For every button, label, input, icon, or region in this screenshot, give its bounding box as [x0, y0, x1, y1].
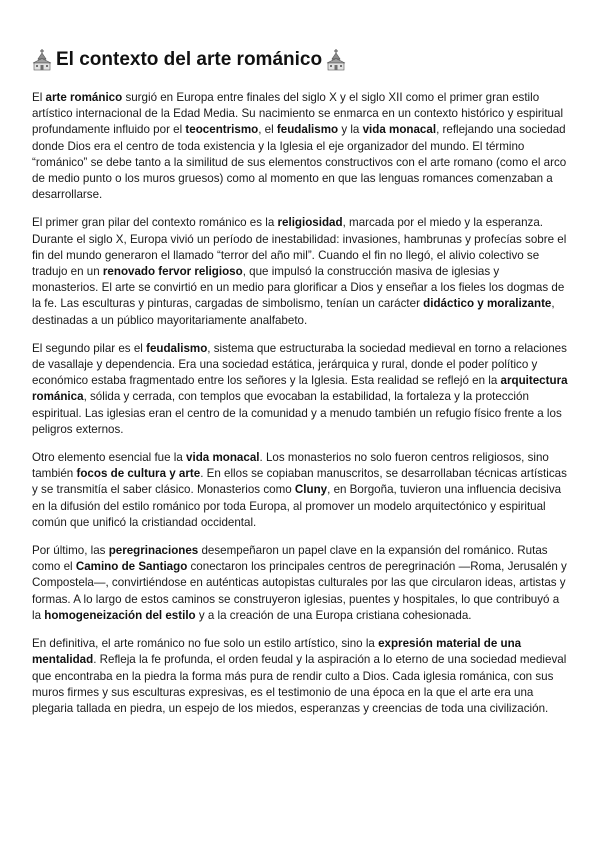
- text-run: conectaron los principales centros de peregrinación —Roma, Jerusalén y Compostela—, convirtiéndose en auténticas autopistas culturales por las que circularon ideas, artistas y formas. A lo largo de estos caminos se construyeron iglesias, puentes y hospitales, lo que contribuyó a la: [32, 560, 567, 622]
- bold-term: didáctico y moralizante: [423, 297, 552, 311]
- paragraph-peregrinaciones: [32, 543, 568, 624]
- text-run: El segundo pilar es el: [32, 341, 147, 355]
- text-run: , reflejando una sociedad donde Dios era el centro de toda existencia y la Iglesia el eje organizador del mundo. El término “románico” se debe tanto a la similitud de sus elementos constructivos con el arte romano (como el arco de medio punto o los muros gruesos) como al momento en que las lenguas romances comenzaban a desarrollarse.: [32, 123, 567, 202]
- text-run: El primer gran pilar del contexto románico es la: [32, 216, 278, 230]
- text-run: , el: [258, 123, 277, 137]
- bold-term: feudalismo: [276, 123, 339, 137]
- text-run: desempeñaron un papel clave en la expansión del románico. Rutas como el: [32, 544, 548, 574]
- bold-term: teocentrismo: [185, 123, 259, 137]
- text-run: , marcada por el miedo y la esperanza. Durante el siglo X, Europa vivió un período de inestabilidad: invasiones, hambrunas y profecías sobre el fin del mundo generaron el llamado “terror del año mil”. Cuando el fin no llegó, el alivio colectivo se tradujo en un: [32, 216, 567, 279]
- text-run: , en Borgoña, tuvieron una influencia decisiva en la difusión del estilo románico por toda Europa, al promover un modelo arquitectónico y espiritual común que unificó la cristiandad occidental.: [32, 483, 562, 529]
- text-run: surgió en Europa entre finales del siglo X y el siglo XII como el primer gran estilo artístico internacional de la Edad Media. Su nacimiento se enmarca en un contexto histórico y espiritual profundamente influido por el: [32, 91, 564, 137]
- text-run: , que impulsó la construcción masiva de iglesias y monasterios. El arte se convirtió en un medio para glorificar a Dios y enseñar a los fieles los dogmas de la fe. Las esculturas y pinturas, cargadas de simbolismo, tenían un carácter: [32, 265, 565, 311]
- bold-term: renovado fervor religioso: [102, 265, 243, 279]
- bold-term: Camino de Santiago: [75, 560, 188, 574]
- text-run: En definitiva, el arte románico no fue solo un estilo artístico, sino la: [32, 637, 379, 651]
- bold-term: homogeneización del estilo: [44, 608, 196, 622]
- bold-term: religiosidad: [277, 216, 343, 230]
- text-run: y a la creación de una Europa cristiana cohesionada.: [195, 608, 472, 622]
- church-icon: [32, 49, 52, 71]
- bold-term: vida monacal: [362, 123, 437, 137]
- bold-term: expresión material de una mentalidad: [32, 637, 522, 667]
- document-body: [32, 90, 568, 717]
- text-run: , sistema que estructuraba la sociedad medieval en torno a relaciones de vasallaje y dependencia. Era una sociedad estática, jerárquica y rural, donde el poder político y económico estaba fragmentado entre los señores y la Iglesia. Esta realidad se reflejó en la: [32, 341, 567, 388]
- bold-term: arquitectura románica: [32, 374, 568, 404]
- text-run: El: [32, 91, 46, 104]
- text-run: . Los monasterios no solo fueron centros religiosos, sino también: [32, 451, 549, 481]
- text-run: Otro elemento esencial fue la: [32, 451, 187, 465]
- bold-term: arte románico: [45, 91, 123, 104]
- text-run: , destinadas a un público mayoritariamente analfabeto.: [32, 297, 555, 327]
- text-run: , sólida y cerrada, con templos que evocaban la estabilidad, la fortaleza y la protección espiritual. Las iglesias eran el centro de la comunidad y a menudo también un refugio físico frente a los peligros externos.: [32, 390, 562, 436]
- text-run: . En ellos se copiaban manuscritos, se desarrollaban técnicas artísticas y se transmitía el saber clásico. Monasterios como: [32, 467, 567, 497]
- paragraph-feudalismo: [32, 341, 568, 438]
- text-run: Por último, las: [32, 544, 109, 558]
- paragraph-religiosidad: [32, 215, 568, 328]
- bold-term: peregrinaciones: [108, 544, 199, 558]
- text-run: y la: [338, 123, 363, 137]
- title-row: [32, 44, 568, 76]
- text-run: . Refleja la fe profunda, el orden feudal y la aspiración a lo eterno de una sociedad medieval que encontraba en la piedra la forma más pura de rendir culto a Dios. Cada iglesia románica, con sus muros firmes y sus esculturas expresivas, es el testimonio de una época en la que el arte era una plegaria tallada en piedra, un espejo de los miedos, esperanzas y creencias de toda una civilización.: [32, 653, 567, 715]
- page-title: El contexto del arte románico: [56, 49, 323, 70]
- bold-term: focos de cultura y arte: [76, 467, 201, 481]
- bold-term: Cluny: [294, 483, 328, 497]
- bold-term: vida monacal: [186, 451, 260, 465]
- paragraph-conclusion: [32, 636, 568, 717]
- bold-term: feudalismo: [146, 341, 208, 355]
- paragraph-vida-monacal: [32, 450, 568, 531]
- paragraph-intro: [32, 90, 568, 203]
- church-icon: [326, 49, 346, 71]
